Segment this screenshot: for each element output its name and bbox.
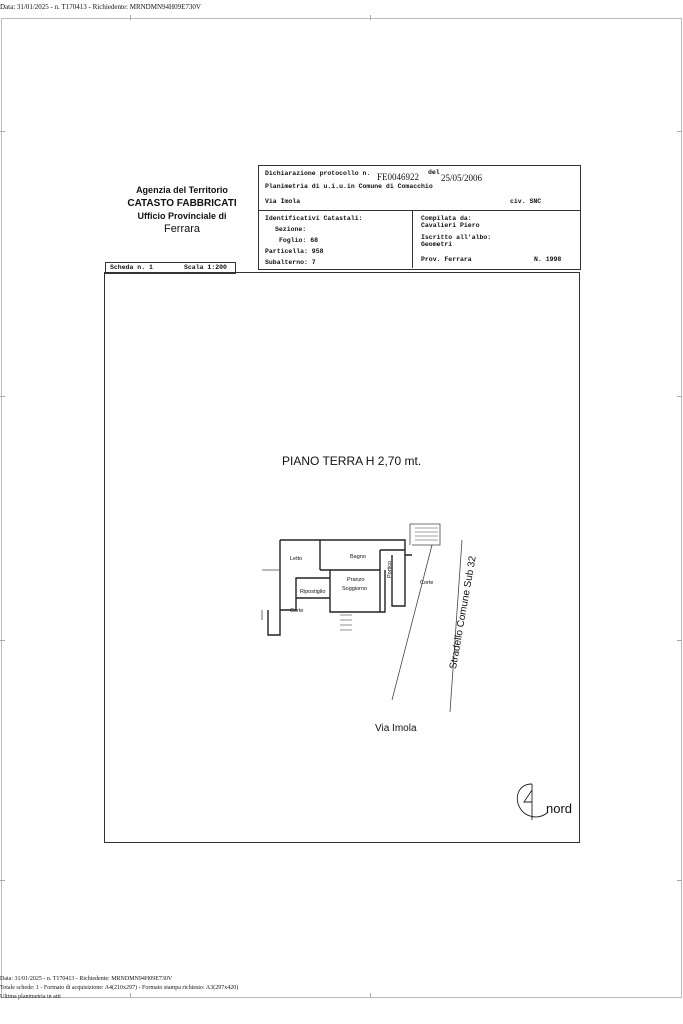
room-ripostiglio: Ripostiglio xyxy=(300,589,326,595)
footer-request-info: Data: 31/01/2025 - n. T170413 - Richiedente: MRNDMN94H09E730V xyxy=(0,976,173,982)
room-soggiorno: Soggiorno xyxy=(342,586,368,592)
plan-title: PIANO TERRA H 2,70 mt. xyxy=(282,454,422,468)
ufficio-city: Ferrara xyxy=(163,223,201,235)
room-corte-right: Corte xyxy=(420,580,434,586)
via-imola-label: Via Imola xyxy=(375,723,417,734)
planimetria-text: Planimetria di u.i.u.in Comune di Comacchio xyxy=(265,183,433,190)
iscritto-label: Iscritto all'albo: xyxy=(421,234,492,241)
compilata-label: Compilata da: xyxy=(421,215,472,222)
dichiarazione-label: Dichiarazione protocollo n. xyxy=(265,170,371,177)
room-pranzo: Pranzo xyxy=(347,577,365,583)
room-letto: Letto xyxy=(290,556,303,562)
north-arrow-icon xyxy=(517,784,548,820)
room-corte-bottom: Corte xyxy=(290,608,304,614)
north-label: nord xyxy=(546,801,573,816)
address: Via Imola xyxy=(265,198,301,205)
protocol-number: FE0046922 xyxy=(377,172,420,182)
footer-last-plan: Ultima planimetria in atti xyxy=(0,994,61,1000)
foglio: Foglio: 68 xyxy=(279,237,319,244)
identificativi-label: Identificativi Catastali: xyxy=(265,215,363,222)
civic-number: civ. SNC xyxy=(510,198,542,205)
provincia: Prov. Ferrara xyxy=(421,256,472,263)
albo: Geometri xyxy=(421,241,453,248)
ufficio-label: Ufficio Provinciale di xyxy=(137,211,227,221)
site-boundary xyxy=(262,524,462,712)
subalterno: Subalterno: 7 xyxy=(265,259,316,266)
agency-name: Agenzia del Territorio xyxy=(136,185,228,195)
catasto-title: CATASTO FABBRICATI xyxy=(127,198,237,209)
top-request-info: Data: 31/01/2025 - n. T170413 - Richiedente: MRNDMN94H09E730V xyxy=(0,3,201,11)
building-walls xyxy=(268,540,412,635)
room-bagno: Bagno xyxy=(350,554,366,560)
albo-number: N. 1998 xyxy=(534,256,562,263)
room-portico: Portico xyxy=(387,560,393,578)
sezione-label: Sezione: xyxy=(275,226,307,233)
protocol-date: 25/05/2006 xyxy=(441,173,483,183)
scheda-number: Scheda n. 1 xyxy=(110,264,153,271)
compilatore: Cavalieri Piero xyxy=(421,222,480,229)
particella: Particella: 958 xyxy=(265,248,324,255)
footer-format-info: Totale schede: 1 - Formato di acquisizione: A4(210x297) - Formato stampa richiesto: A3(297x420) xyxy=(0,985,239,991)
stradello-label: Stradello Comune Sub 32 xyxy=(448,555,479,670)
del-label: del xyxy=(428,169,440,176)
scheda-scale: Scala 1:200 xyxy=(184,264,227,271)
